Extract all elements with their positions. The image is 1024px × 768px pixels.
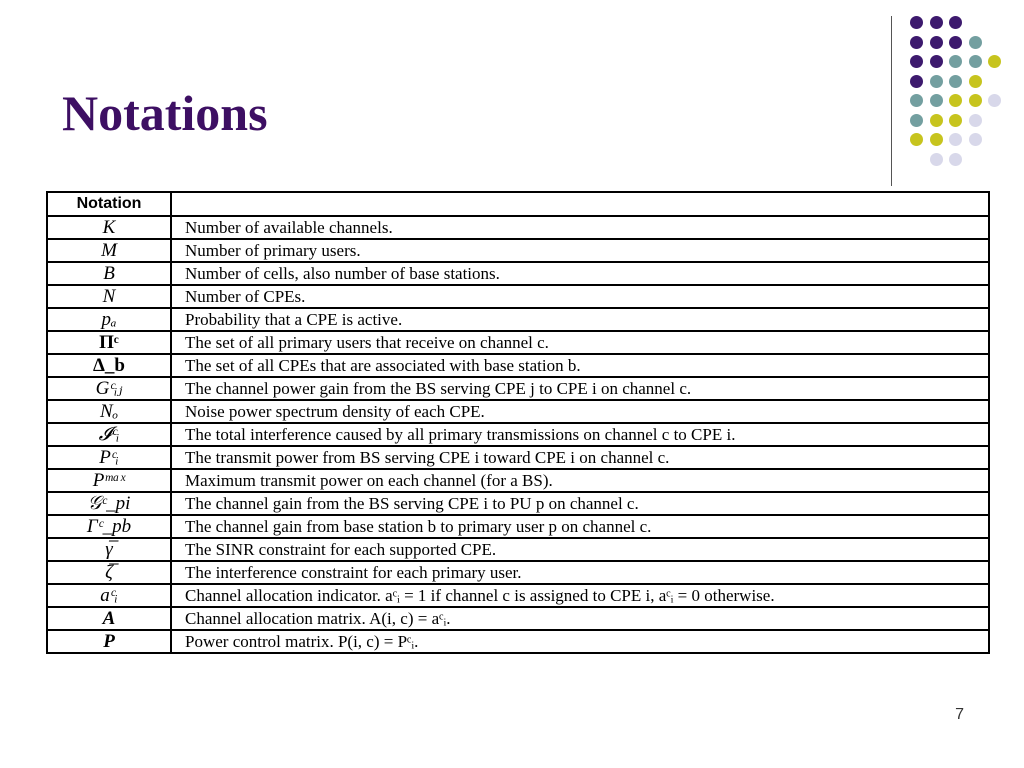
notation-description: Noise power spectrum density of each CPE. xyxy=(171,400,989,423)
decor-dot xyxy=(910,75,923,88)
decor-dot xyxy=(969,94,982,107)
notation-symbol: A xyxy=(47,607,171,630)
decor-dot xyxy=(949,114,962,127)
notation-description: Channel allocation matrix. A(i, c) = aᶜᵢ. xyxy=(171,607,989,630)
notation-symbol: 𝓘ᶜᵢ xyxy=(47,423,171,446)
table-row xyxy=(47,400,989,423)
notation-symbol: ζ̅ xyxy=(47,561,171,584)
decor-dot xyxy=(988,94,1001,107)
decor-dot xyxy=(910,133,923,146)
notation-symbol: 𝒢ᶜ_pi xyxy=(47,492,171,515)
notation-symbol: aᶜᵢ xyxy=(47,584,171,607)
notation-description: Channel allocation indicator. aᶜᵢ = 1 if channel c is assigned to CPE i, aᶜᵢ = 0 otherwise. xyxy=(171,584,989,607)
notation-description: The set of all CPEs that are associated with base station b. xyxy=(171,354,989,377)
table-row xyxy=(47,262,989,285)
table-row xyxy=(47,515,989,538)
decor-dot xyxy=(949,75,962,88)
notation-symbol: P xyxy=(47,630,171,653)
table-row xyxy=(47,331,989,354)
notation-description: The interference constraint for each primary user. xyxy=(171,561,989,584)
decor-dot xyxy=(910,16,923,29)
decor-dot xyxy=(930,16,943,29)
decor-dot xyxy=(949,94,962,107)
table-row xyxy=(47,308,989,331)
notation-symbol: pₐ xyxy=(47,308,171,331)
decor-dot xyxy=(969,36,982,49)
notation-symbol: N xyxy=(47,285,171,308)
table-row xyxy=(47,354,989,377)
decor-dot xyxy=(969,114,982,127)
table-row xyxy=(47,446,989,469)
table-row xyxy=(47,423,989,446)
decor-dot xyxy=(910,36,923,49)
decor-dot xyxy=(988,55,1001,68)
table-row xyxy=(47,630,989,653)
notation-symbol: Nₒ xyxy=(47,400,171,423)
page-number: 7 xyxy=(955,706,964,723)
table-row xyxy=(47,584,989,607)
slide-title: Notations xyxy=(62,85,268,141)
decor-dot xyxy=(930,114,943,127)
notation-symbol: Pᶜᵢ xyxy=(47,446,171,469)
notation-symbol: Πᶜ xyxy=(47,331,171,354)
notation-description: Number of CPEs. xyxy=(171,285,989,308)
table-row xyxy=(47,216,989,239)
notation-description: Number of available channels. xyxy=(171,216,989,239)
notation-symbol: K xyxy=(47,216,171,239)
notation-description: The SINR constraint for each supported CPE. xyxy=(171,538,989,561)
table-row xyxy=(47,607,989,630)
decor-dot xyxy=(930,153,943,166)
table-row xyxy=(47,538,989,561)
notation-description: The channel gain from base station b to primary user p on channel c. xyxy=(171,515,989,538)
table-row xyxy=(47,377,989,400)
decor-dot xyxy=(910,94,923,107)
notation-description: The transmit power from BS serving CPE i toward CPE i on channel c. xyxy=(171,446,989,469)
decor-dot xyxy=(949,55,962,68)
decor-dot xyxy=(930,55,943,68)
decor-dot xyxy=(930,75,943,88)
notation-table xyxy=(46,191,990,654)
header-notation: Notation xyxy=(47,192,171,216)
decor-dot xyxy=(949,36,962,49)
notation-description: Number of cells, also number of base stations. xyxy=(171,262,989,285)
notation-symbol: γ̅ xyxy=(47,538,171,561)
notation-description: Maximum transmit power on each channel (for a BS). xyxy=(171,469,989,492)
table-row xyxy=(47,492,989,515)
notation-symbol: Γᶜ_pb xyxy=(47,515,171,538)
notation-description: Power control matrix. P(i, c) = Pᶜᵢ. xyxy=(171,630,989,653)
decor-dot xyxy=(930,133,943,146)
decor-dot xyxy=(910,114,923,127)
table-row xyxy=(47,239,989,262)
notation-description: The total interference caused by all primary transmissions on channel c to CPE i. xyxy=(171,423,989,446)
decor-dot xyxy=(949,153,962,166)
decor-dot xyxy=(949,133,962,146)
decor-dot xyxy=(910,55,923,68)
table-row xyxy=(47,561,989,584)
table-header-row xyxy=(47,192,989,216)
notation-description: Probability that a CPE is active. xyxy=(171,308,989,331)
notation-symbol: B xyxy=(47,262,171,285)
header-description xyxy=(171,192,989,216)
decor-dot xyxy=(969,75,982,88)
decor-divider-line xyxy=(891,16,892,186)
notation-symbol: Gᶜᵢⱼ xyxy=(47,377,171,400)
notation-symbol: Δ_b xyxy=(47,354,171,377)
decor-dot xyxy=(969,133,982,146)
decor-dot xyxy=(930,36,943,49)
decor-dot xyxy=(930,94,943,107)
table-row xyxy=(47,469,989,492)
notation-description: The channel power gain from the BS serving CPE j to CPE i on channel c. xyxy=(171,377,989,400)
decor-dot xyxy=(969,55,982,68)
decor-dot xyxy=(949,16,962,29)
notation-symbol: Pᵐᵃˣ xyxy=(47,469,171,492)
notation-symbol: M xyxy=(47,239,171,262)
notation-description: The set of all primary users that receive on channel c. xyxy=(171,331,989,354)
table-row xyxy=(47,285,989,308)
notation-description: Number of primary users. xyxy=(171,239,989,262)
notation-description: The channel gain from the BS serving CPE i to PU p on channel c. xyxy=(171,492,989,515)
